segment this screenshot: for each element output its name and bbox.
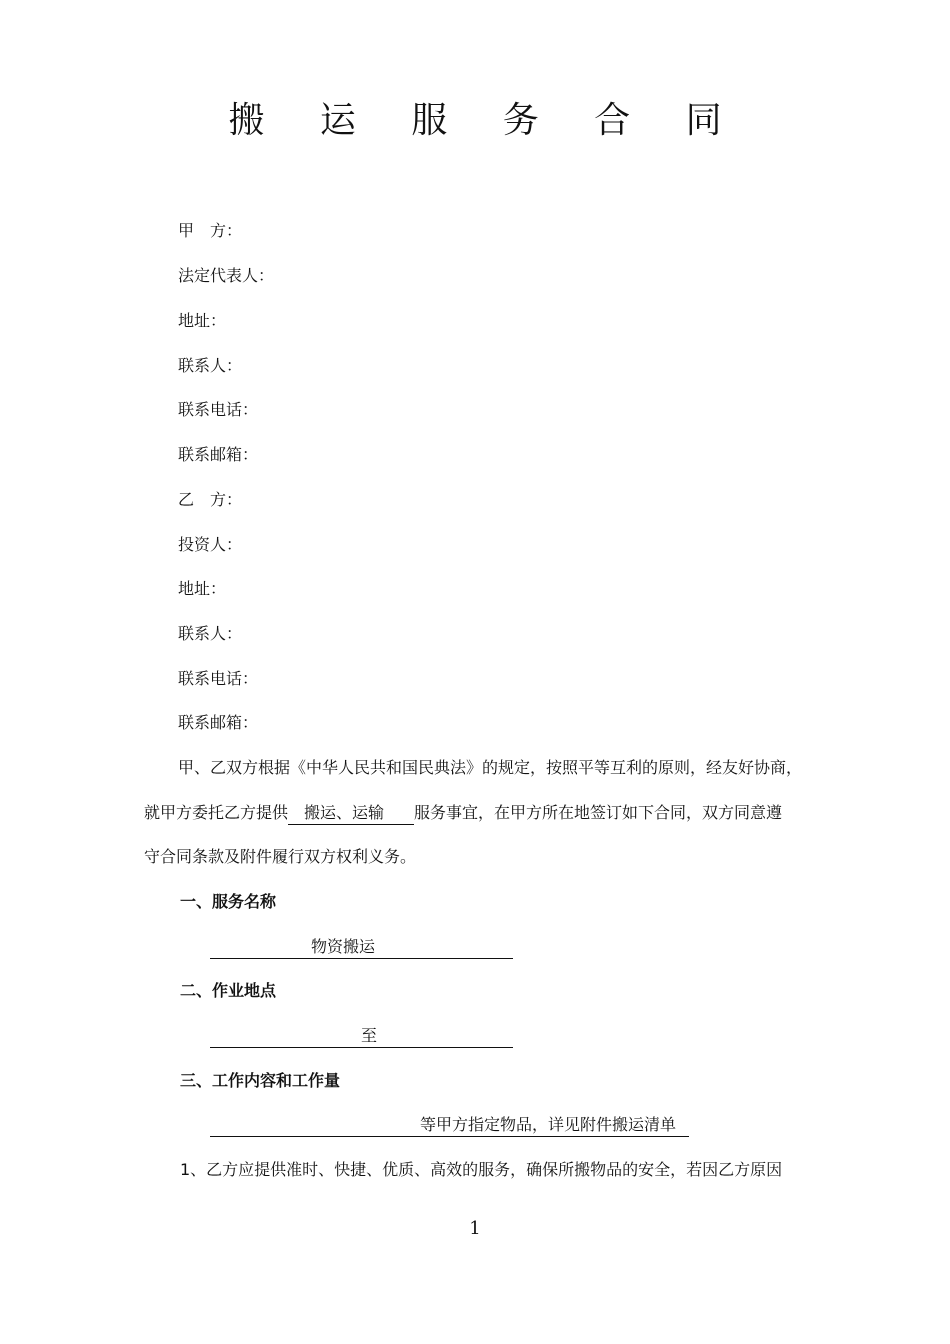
party-b-phone-label: 联系电话： <box>178 669 259 688</box>
party-a-contact-label: 联系人： <box>178 356 243 375</box>
preamble-line-2-after: 服务事宜，在甲方所在地签订如下合同，双方同意遵 <box>414 803 783 822</box>
party-b-address-label: 地址： <box>178 579 227 598</box>
clause-1: 1、乙方应提供准时、快捷、优质、高效的服务，确保所搬物品的安全，若因乙方原因 <box>180 1160 783 1179</box>
preamble-line-3: 守合同条款及附件履行双方权利义务。 <box>144 847 417 866</box>
party-b-investor-label: 投资人： <box>178 535 243 554</box>
party-a-phone-label: 联系电话： <box>178 400 259 419</box>
work-content-value: 等甲方指定物品，详见附件搬运清单 <box>420 1115 677 1134</box>
party-b-email-label: 联系邮箱： <box>178 713 259 732</box>
party-a-address-label: 地址： <box>178 311 227 330</box>
preamble-line-2 <box>144 802 824 825</box>
service-type-fill: 搬运、运输 <box>288 802 414 825</box>
document-title: 搬 运 服 务 合 同 <box>228 100 744 141</box>
party-a-legal-rep-label: 法定代表人： <box>178 266 275 285</box>
party-a-email-label: 联系邮箱： <box>178 445 259 464</box>
party-a-name-label: 甲 方： <box>178 221 243 240</box>
service-name-value: 物资搬运 <box>311 937 376 956</box>
work-content-fill <box>210 1114 689 1137</box>
location-heading: 二、作业地点 <box>180 981 277 1000</box>
party-b-name-label: 乙 方： <box>178 490 243 509</box>
page-number: 1 <box>469 1218 481 1239</box>
location-value: 至 <box>361 1026 378 1045</box>
preamble-line-1: 甲、乙双方根据《中华人民共和国民典法》的规定，按照平等互利的原则，经友好协商， <box>178 758 803 777</box>
service-name-heading: 一、服务名称 <box>180 892 277 911</box>
location-fill <box>210 1025 513 1048</box>
work-content-heading: 三、工作内容和工作量 <box>180 1071 341 1090</box>
preamble-line-2-before: 就甲方委托乙方提供 <box>144 803 289 822</box>
party-b-contact-label: 联系人： <box>178 624 243 643</box>
service-name-fill <box>210 936 513 959</box>
